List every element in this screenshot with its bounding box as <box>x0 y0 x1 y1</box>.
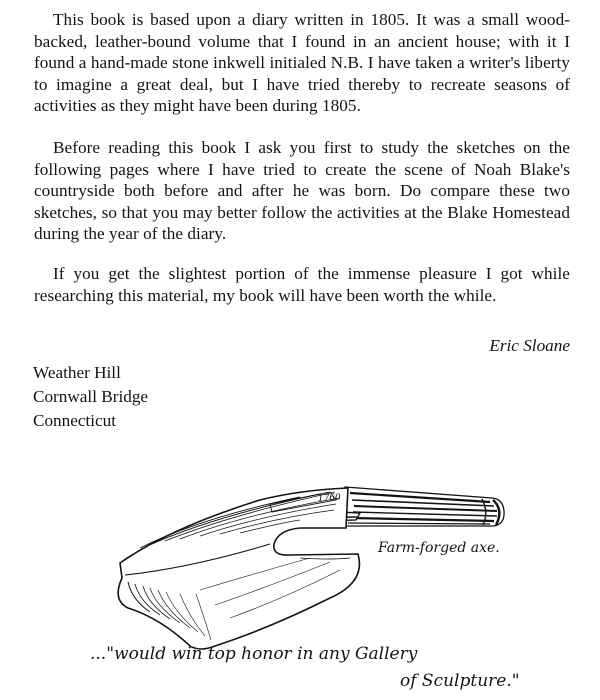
publisher-address <box>33 361 148 433</box>
caption-line-2: of Sculpture." <box>400 671 520 691</box>
address-line-1: Weather Hill <box>33 363 121 382</box>
axe-label: Farm-forged axe. <box>378 540 500 556</box>
caption-line-1: ..."would win top honor in any Gallery <box>90 644 418 664</box>
axe-illustration <box>0 440 600 700</box>
address-line-2: Cornwall Bridge <box>33 387 149 406</box>
author-signature: Eric Sloane <box>489 336 570 355</box>
address-line-3: Connecticut <box>33 411 117 430</box>
intro-paragraph-1: This book is based upon a diary written in 1805. It was a small wood-backed, leather-bound volume that I found in an ancient house; with it I found a hand-made stone inkwell initialed N.B. I have taken a writer's liberty to imagine a great deal, but I have tried thereby to recreate seasons of activities as they might have been during 1805. <box>34 10 570 115</box>
axe-head <box>118 488 359 649</box>
handle-date: 1760 <box>317 492 342 504</box>
intro-paragraph-2: Before reading this book I ask you first to study the sketches on the following pages where I have tried to create the scene of Noah Blake's countryside both before and after he was born. Do compare these two sketches, so that you may better follow the activities at the Blake Homestead during the year of the diary. <box>34 138 570 243</box>
intro-paragraph-3: If you get the slightest portion of the immense pleasure I got while researching this material, my book will have been worth the while. <box>34 264 570 305</box>
axe-handle <box>345 487 504 526</box>
